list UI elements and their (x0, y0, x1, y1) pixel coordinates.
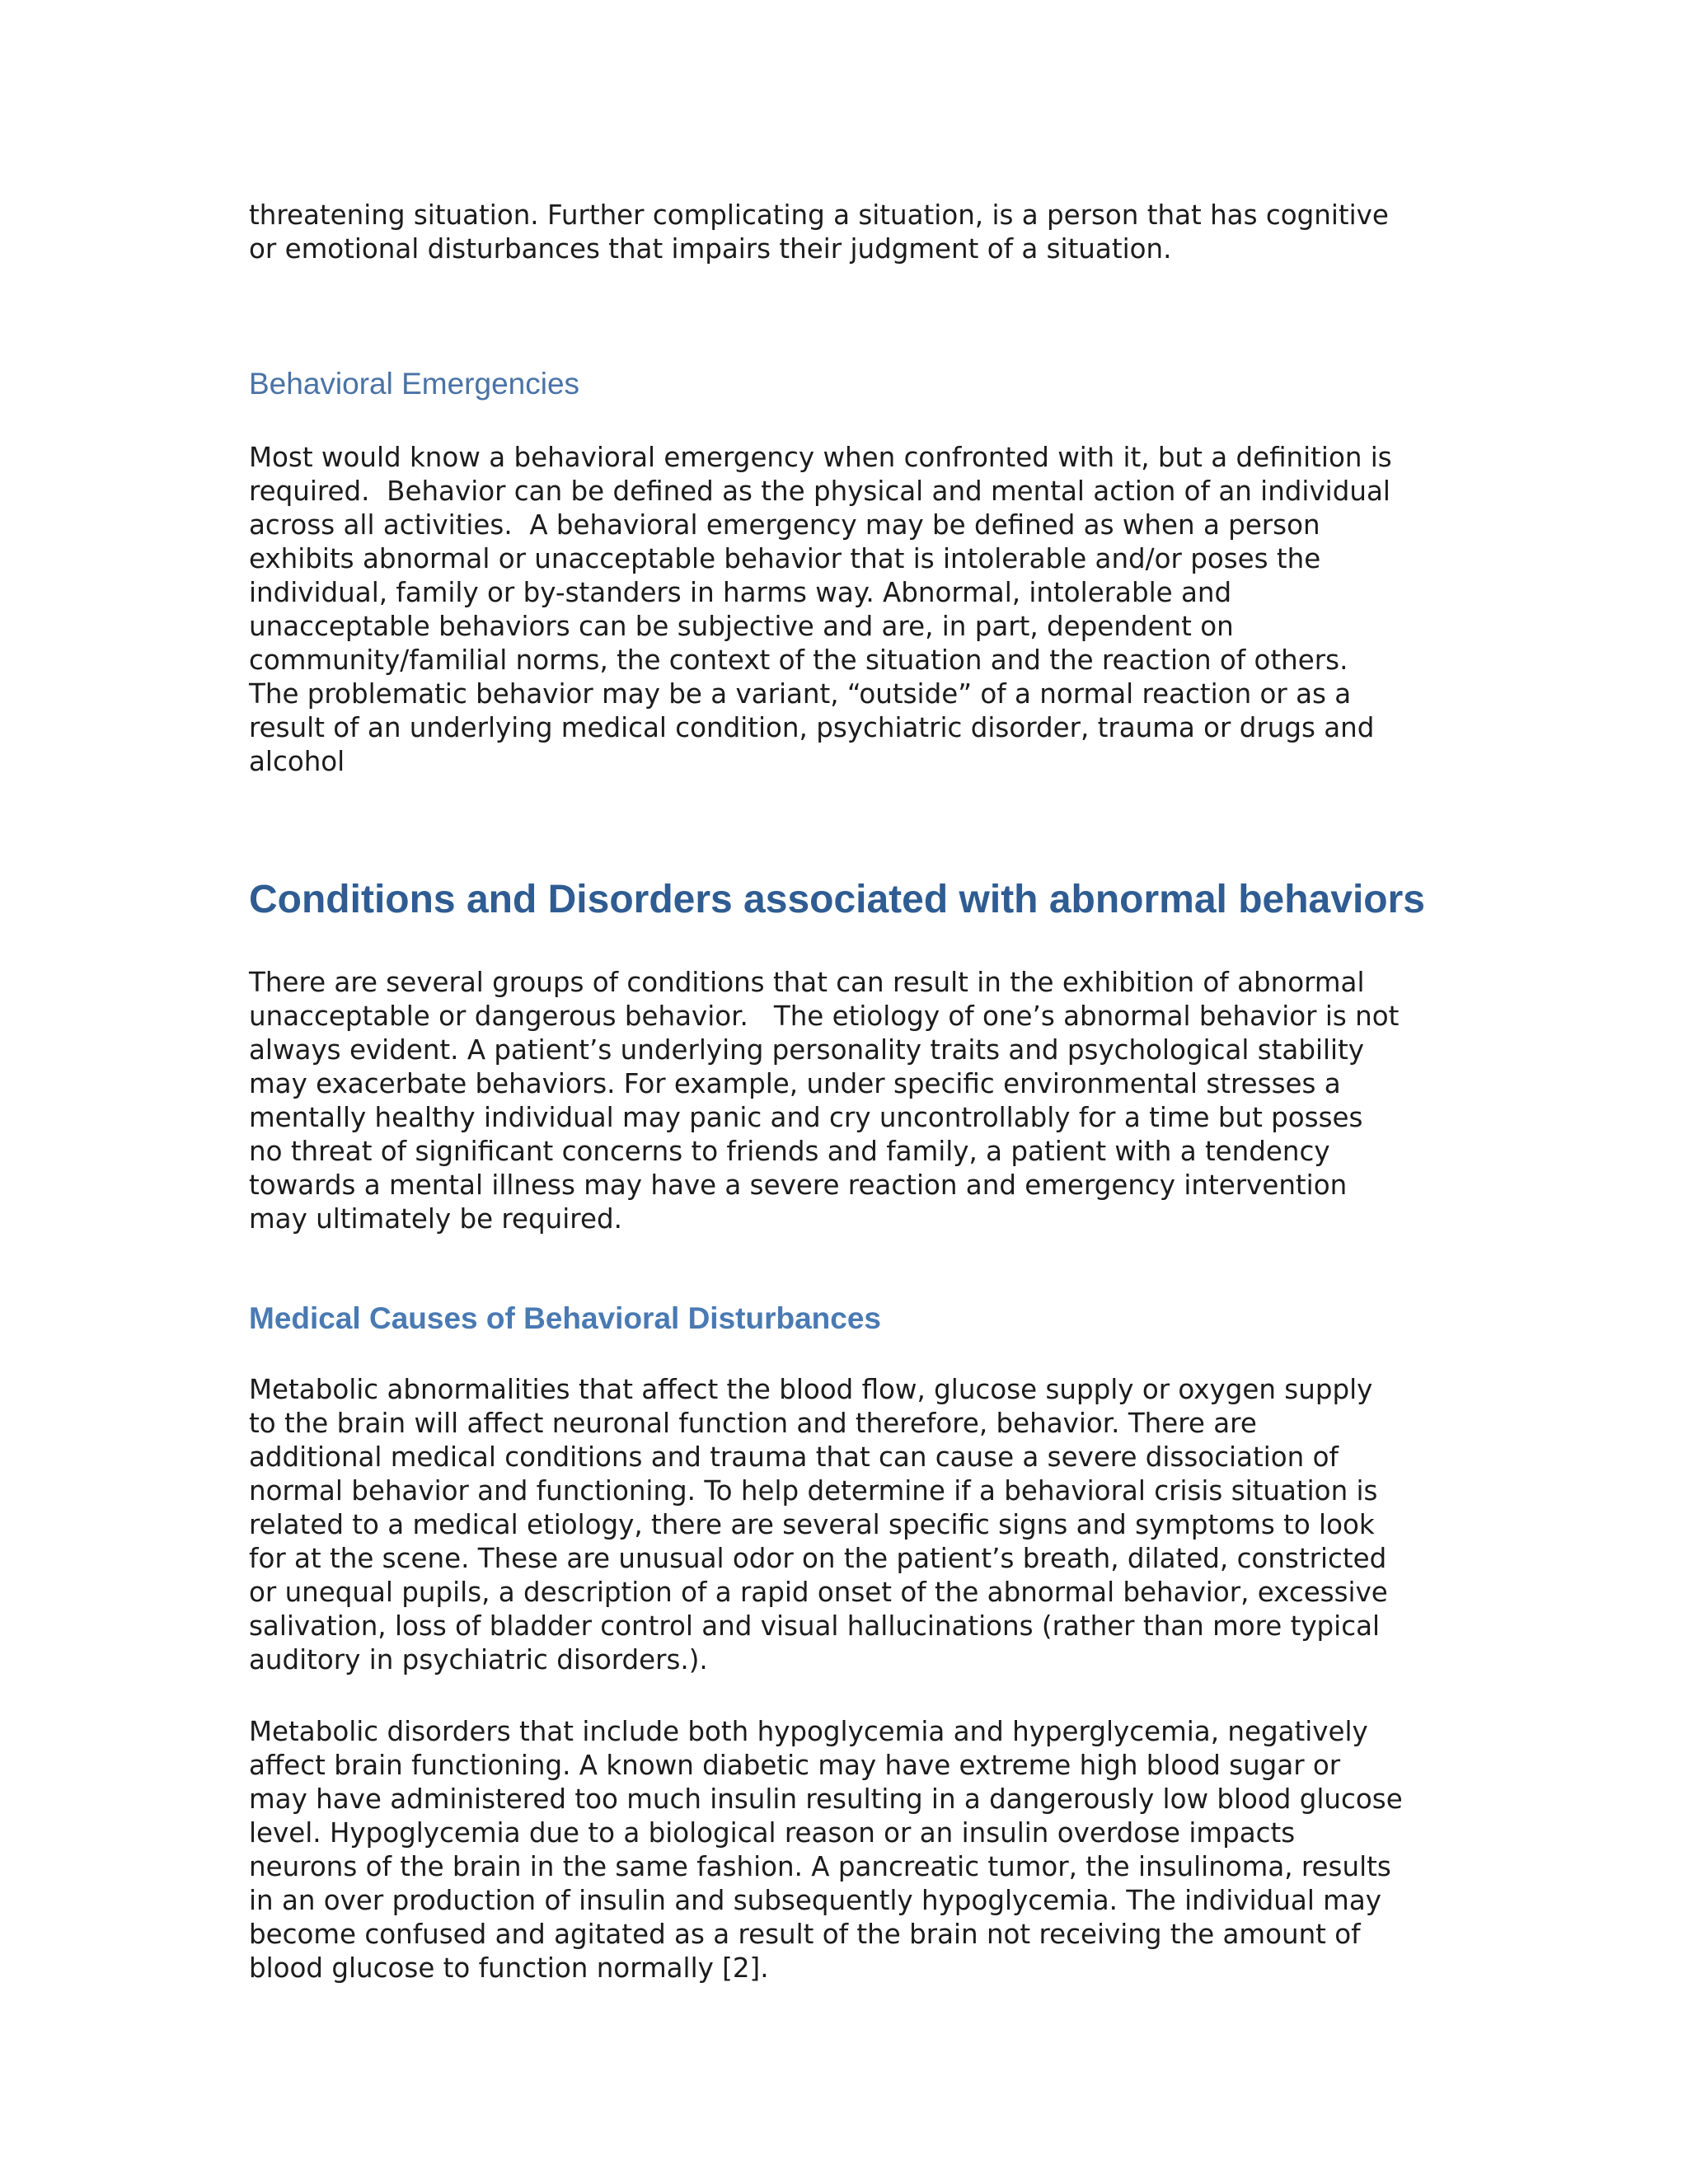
text-line: salivation, loss of bladder control and visual hallucinations (rather than more typical (249, 1610, 1381, 1642)
text-line: to the brain will affect neuronal function and therefore, behavior. There are (249, 1408, 1257, 1439)
text-line: always evident. A patient’s underlying personality traits and psychological stability (249, 1034, 1365, 1066)
text-line: threatening situation. Further complicating a situation, is a person that has cognitive (249, 199, 1389, 231)
text-line: in an over production of insulin and subsequently hypoglycemia. The individual may (249, 1885, 1381, 1916)
text-line: blood glucose to function normally [2]. (249, 1952, 769, 1984)
text-line: normal behavior and functioning. To help determine if a behavioral crisis situation is (249, 1475, 1378, 1507)
behavioral-emergencies-paragraph (249, 441, 1452, 779)
behavioral-emergencies-heading: Behavioral Emergencies (249, 367, 580, 401)
text-line: exhibits abnormal or unacceptable behavior that is intolerable and/or poses the (249, 543, 1321, 574)
text-line: community/familial norms, the context of the situation and the reaction of others. (249, 644, 1348, 676)
text-line: unacceptable or dangerous behavior. The etiology of one’s abnormal behavior is not (249, 1001, 1400, 1032)
text-line: may exacerbate behaviors. For example, under specific environmental stresses a (249, 1068, 1341, 1099)
text-line: The problematic behavior may be a variant, “outside” of a normal reaction or as a (249, 678, 1352, 710)
text-line: become confused and agitated as a result of the brain not receiving the amount of (249, 1919, 1361, 1950)
text-line: or emotional disturbances that impairs their judgment of a situation. (249, 233, 1172, 265)
text-line: auditory in psychiatric disorders.). (249, 1644, 708, 1675)
text-line: Metabolic abnormalities that affect the blood flow, glucose supply or oxygen supply (249, 1374, 1373, 1405)
medical-causes-heading: Medical Causes of Behavioral Disturbances (249, 1301, 881, 1335)
text-line: towards a mental illness may have a severe reaction and emergency intervention (249, 1169, 1348, 1201)
text-line: individual, family or by-standers in harms way. Abnormal, intolerable and (249, 577, 1232, 608)
medical-causes-paragraph-2 (249, 1715, 1452, 1985)
text-line: result of an underlying medical condition, psychiatric disorder, trauma or drugs and (249, 712, 1375, 743)
text-line: no threat of significant concerns to friends and family, a patient with a tendency (249, 1136, 1330, 1167)
text-line: or unequal pupils, a description of a rapid onset of the abnormal behavior, excessive (249, 1577, 1388, 1608)
text-line: across all activities. A behavioral emergency may be defined as when a person (249, 509, 1320, 541)
medical-causes-paragraph-1 (249, 1373, 1452, 1677)
text-line: for at the scene. These are unusual odor on the patient’s breath, dilated, constricted (249, 1543, 1387, 1574)
text-line: alcohol (249, 746, 345, 777)
text-line: affect brain functioning. A known diabetic may have extreme high blood sugar or (249, 1750, 1341, 1781)
text-line: There are several groups of conditions that can result in the exhibition of abnormal (249, 967, 1365, 998)
intro-paragraph (249, 199, 1452, 266)
text-line: Most would know a behavioral emergency when confronted with it, but a definition is (249, 442, 1392, 473)
text-line: may ultimately be required. (249, 1203, 622, 1235)
text-line: level. Hypoglycemia due to a biological reason or an insulin overdose impacts (249, 1817, 1296, 1849)
text-line: unacceptable behaviors can be subjective and are, in part, dependent on (249, 611, 1234, 642)
conditions-paragraph (249, 966, 1452, 1236)
text-line: mentally healthy individual may panic and cry uncontrollably for a time but posses (249, 1102, 1363, 1133)
text-line: related to a medical etiology, there are several specific signs and symptoms to look (249, 1509, 1375, 1540)
text-line: neurons of the brain in the same fashion. A pancreatic tumor, the insulinoma, results (249, 1851, 1391, 1882)
conditions-heading: Conditions and Disorders associated with abnormal behaviors (249, 878, 1425, 921)
text-line: may have administered too much insulin resulting in a dangerously low blood glucose (249, 1783, 1403, 1815)
text-line: Metabolic disorders that include both hypoglycemia and hyperglycemia, negatively (249, 1716, 1368, 1747)
text-line: required. Behavior can be defined as the physical and mental action of an individual (249, 476, 1390, 507)
text-line: additional medical conditions and trauma that can cause a severe dissociation of (249, 1441, 1339, 1473)
